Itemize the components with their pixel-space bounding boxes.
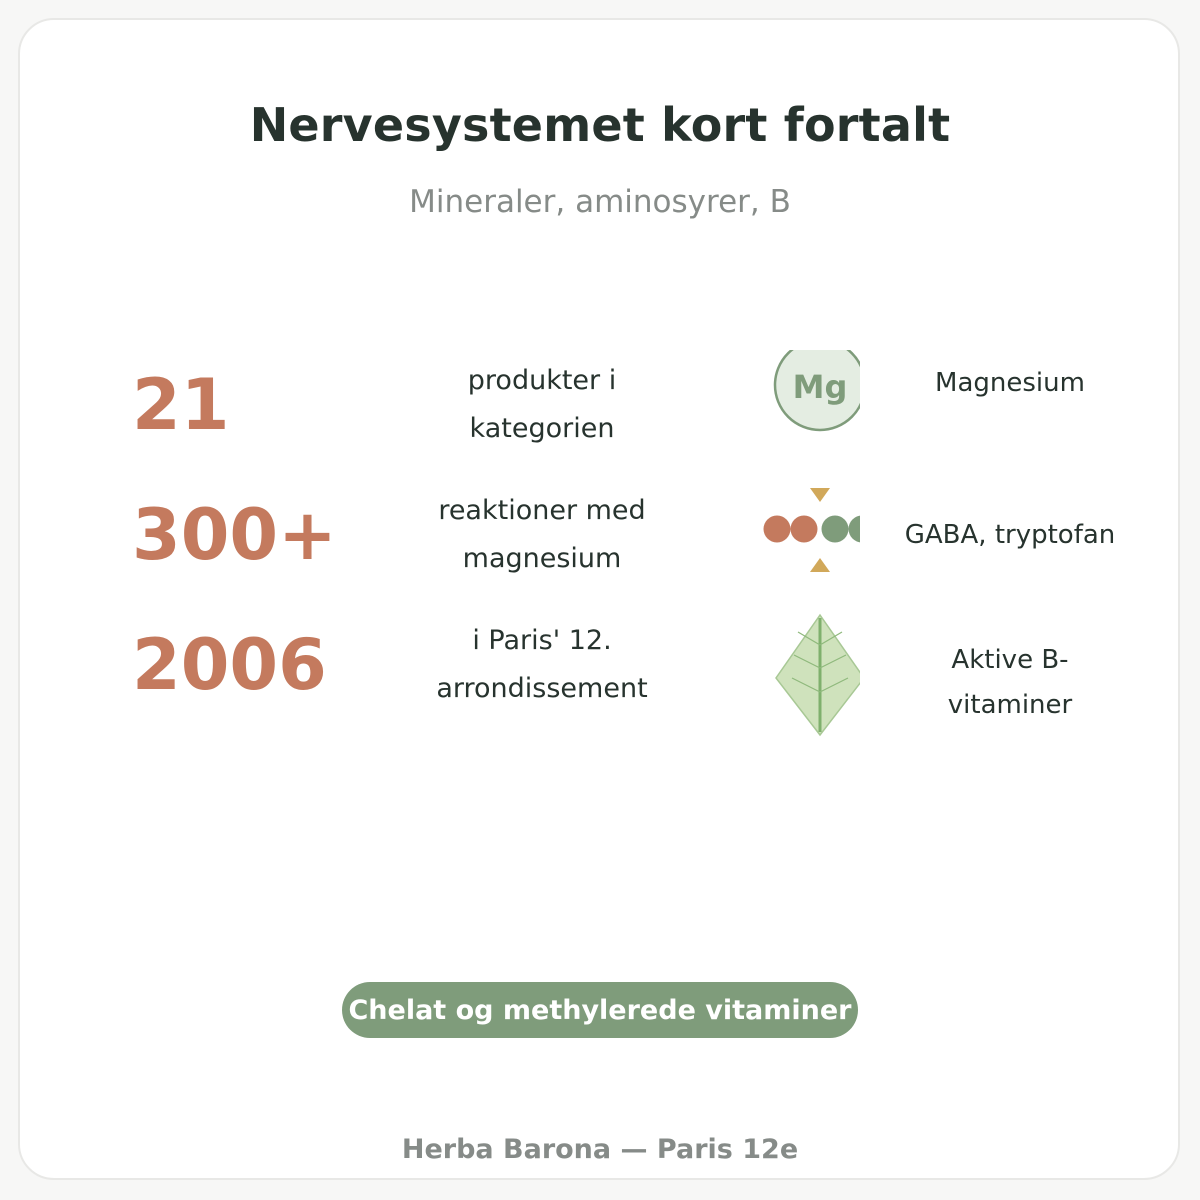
magnesium-badge-icon [740,350,860,460]
page-title: Nervesystemet kort fortalt [249,98,951,152]
ingredient-label: GABA, tryptofan [904,519,1116,550]
stat-row-reactions [0,480,1200,590]
stat-row-history [0,610,1200,720]
stat-value: 21 [132,364,230,446]
stat-value: 300+ [132,494,337,576]
amino-acid-chain-icon [740,480,860,590]
ingredient-label: Magnesium [935,367,1085,398]
stat-description: produkter i kategorien [467,365,617,444]
cta-badge[interactable]: Chelat og methylerede vitaminer [342,982,858,1038]
stat-description: i Paris' 12. arrondissement [436,625,648,704]
page-subtitle: Mineraler, aminosyrer, B [409,184,791,220]
ingredient-label: Aktive B-vitaminer [947,645,1073,720]
footer-text: Herba Barona — Paris 12e [401,1134,799,1165]
stat-value: 2006 [132,624,327,706]
magnesium-symbol: Mg [792,368,848,406]
stat-row-products [0,350,1200,460]
leaf-icon [740,610,860,720]
stat-description: reaktioner med magnesium [438,495,646,574]
